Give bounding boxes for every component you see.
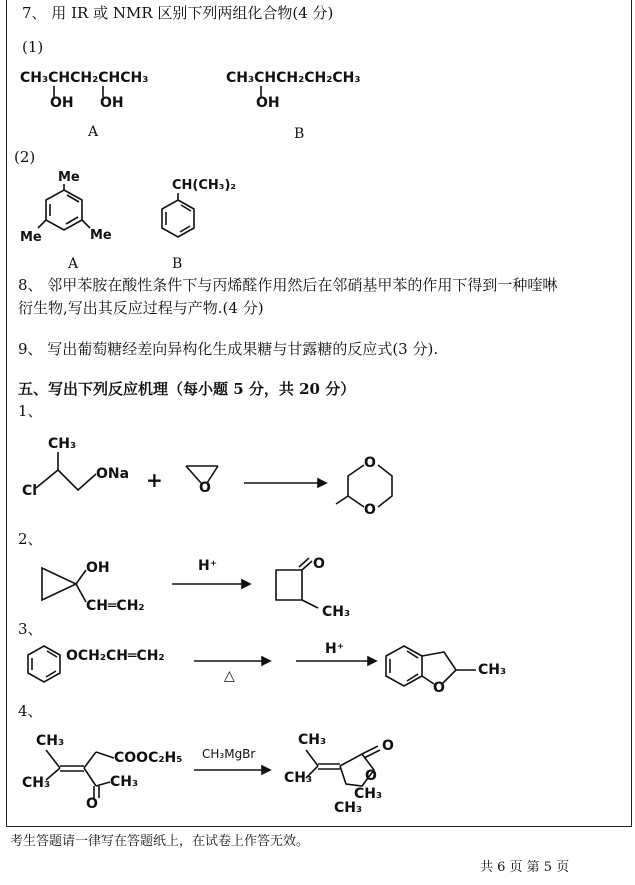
footer-page-info: 共 6 页 第 5 页	[480, 860, 570, 875]
q7-1b-formula: CH₃CHCH₂CH₂CH₃	[226, 70, 361, 86]
r1-ch3: CH₃	[48, 436, 77, 452]
r1-o-epoxide: O	[199, 480, 211, 496]
r1-o-ring-bottom: O	[364, 502, 376, 518]
q9-text: 9、 写出葡萄糖经差向异构化生成果糖与甘露糖的反应式(3 分).	[18, 340, 439, 358]
q7-1b-oh: OH	[256, 95, 280, 111]
r2-number: 2、	[18, 530, 43, 548]
r4-ch3-top: CH₃	[36, 733, 65, 749]
q7-title: 7、 用 IR 或 NMR 区别下列两组化合物(4 分)	[22, 4, 334, 22]
r2-arrow-head	[242, 580, 250, 588]
footer-notice: 考生答题请一律写在答题纸上，在试卷上作答无效。	[10, 834, 310, 849]
r4-ester: COOC₂H₅	[114, 750, 183, 766]
r3-dihydrobenzofuran	[386, 646, 476, 686]
r4-p-gem-ch3-1: CH₃	[354, 786, 383, 802]
q8-line1: 8、 邻甲苯胺在酸性条件下与丙烯醛作用然后在邻硝基甲苯的作用下得到一种喹啉	[18, 276, 558, 294]
q7-1a-formula: CH₃CHCH₂CHCH₃	[20, 70, 149, 86]
q7-1a-oh1: OH	[50, 95, 74, 111]
r1-epoxide	[186, 466, 218, 483]
q7-part1-label: (1)	[22, 38, 44, 56]
q7-2a-me-left: Me	[20, 230, 42, 245]
q7-2a-label: A	[68, 256, 79, 272]
r4-p-o-carbonyl: O	[382, 738, 394, 754]
r1-cl: Cl	[22, 483, 38, 499]
r2-reagent: H⁺	[198, 558, 218, 574]
r4-p-gem-ch3-2: CH₃	[334, 800, 363, 816]
r4-o-ketone: O	[86, 796, 98, 812]
section5-heading: 五、写出下列反应机理（每小题 5 分，共 20 分）	[18, 380, 356, 398]
r4-p-ch3-top: CH₃	[298, 732, 327, 748]
r2-cyclobutanone	[276, 558, 318, 608]
r4-reagent: CH₃MgBr	[202, 747, 256, 761]
r4-ch3-bottom: CH₃	[22, 775, 51, 791]
r4-arrow-head	[262, 766, 270, 774]
r3-ch3: CH₃	[478, 662, 507, 678]
r2-o-ketone: O	[313, 556, 325, 572]
r1-ona: ONa	[96, 466, 130, 482]
q8-line2: 衍生物,写出其反应过程与产物.(4 分)	[18, 299, 264, 317]
r4-p-o-ring: O	[365, 768, 377, 784]
r1-arrow-head	[318, 479, 326, 487]
r4-p-ch3-bottom: CH₃	[284, 770, 313, 786]
r2-oh: OH	[86, 560, 110, 576]
q7-1b-label: B	[294, 126, 305, 142]
r4-reactant-skeleton	[46, 750, 114, 798]
r3-phenyl-ring	[28, 646, 60, 682]
r4-number: 4、	[18, 702, 43, 720]
q7-2b-benzene-ring	[162, 193, 194, 237]
r4-product-skeleton	[306, 746, 380, 786]
r3-reagent: H⁺	[325, 641, 345, 657]
r1-number: 1、	[18, 402, 43, 420]
q7-2b-label: B	[172, 256, 183, 272]
r3-o-ring: O	[433, 680, 445, 696]
r1-reactant-skeleton	[36, 452, 96, 490]
r1-o-ring-top: O	[364, 455, 376, 471]
r4-ketone-ch3: CH₃	[110, 774, 139, 790]
r3-number: 3、	[18, 620, 43, 638]
q7-part2-label: (2)	[14, 148, 36, 166]
r3-arrow1-head	[262, 657, 270, 665]
q7-2b-group: CH(CH₃)₂	[172, 178, 237, 193]
q7-2a-me-top: Me	[58, 170, 80, 185]
r2-vinyl: CH═CH₂	[86, 598, 145, 614]
r3-arrow2-head	[368, 657, 376, 665]
r3-chain: OCH₂CH═CH₂	[66, 648, 165, 664]
q7-2a-benzene-ring	[38, 184, 90, 230]
r2-ch3: CH₃	[322, 604, 351, 620]
q7-2a-me-right: Me	[90, 228, 112, 243]
r1-plus: +	[146, 468, 163, 492]
r1-dioxane-ring	[336, 465, 392, 507]
q7-1a-label: A	[88, 124, 99, 140]
q7-1a-oh2: OH	[100, 95, 124, 111]
r2-cyclopropane	[42, 568, 86, 602]
r3-heat: △	[224, 668, 235, 684]
